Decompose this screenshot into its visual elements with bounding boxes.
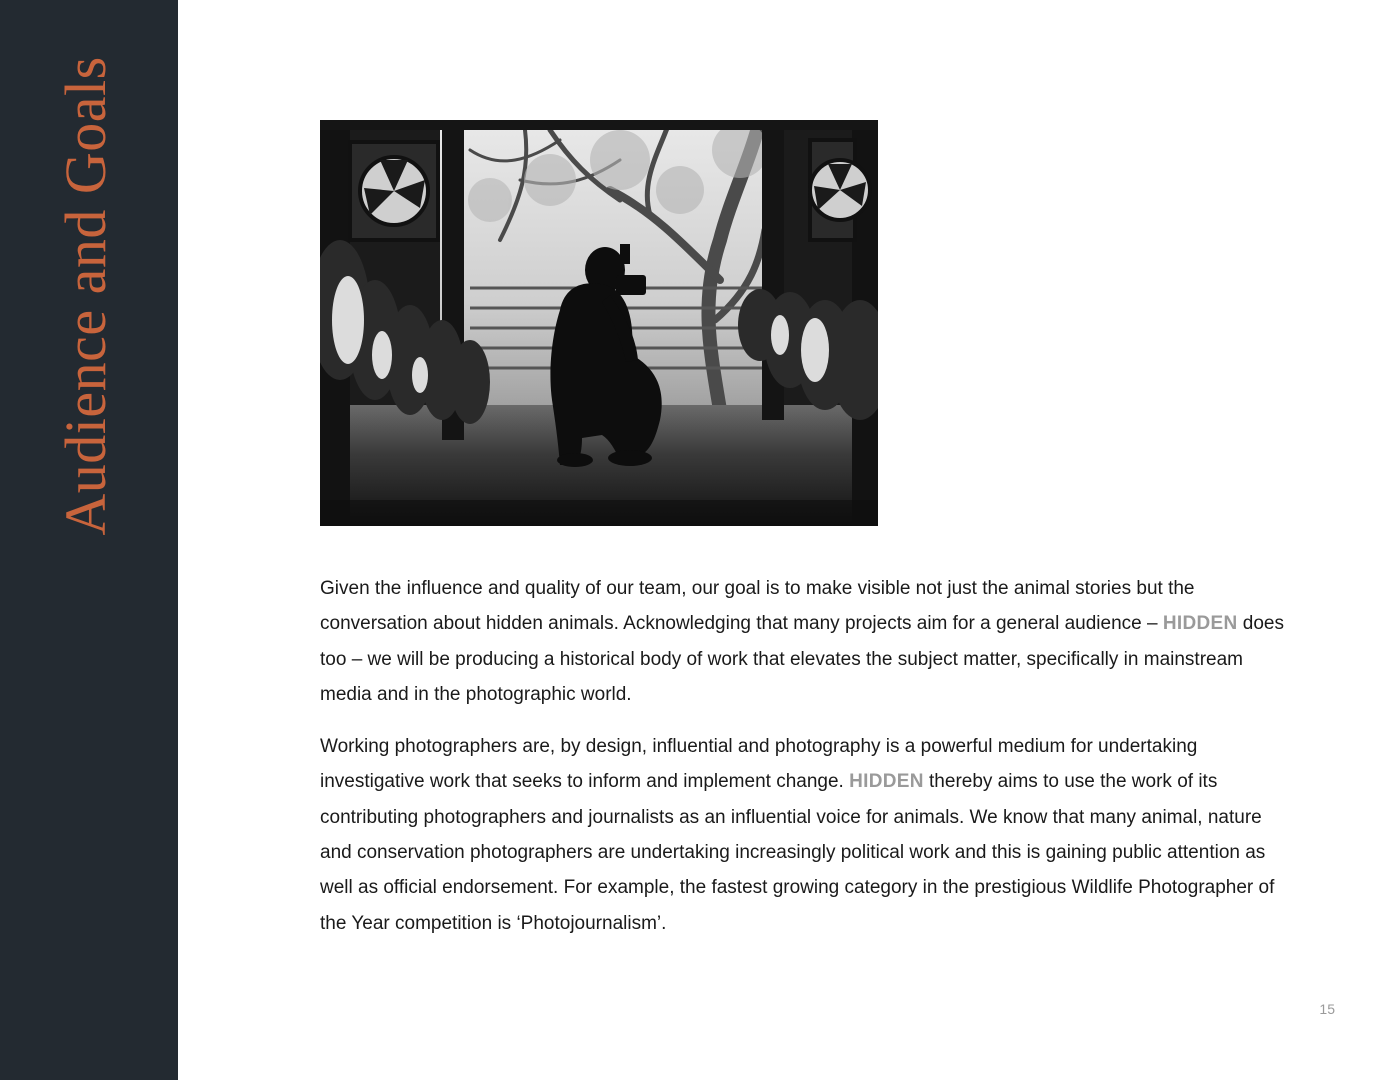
paragraph-goal <box>320 571 1285 712</box>
photo-graphic <box>320 120 878 526</box>
paragraph-photographers-text-1: Working photographers are, by design, influential and photography is a powerful medium for undertaking investigative work that seeks to inform and implement change. <box>320 736 1198 793</box>
paragraph-goal-text-1: Given the influence and quality of our team, our goal is to make visible not just the animal stories but the conversation about hidden animals. Acknowledging that many projects aim for a general audience – <box>320 578 1195 635</box>
page-number: 15 <box>1319 1001 1335 1017</box>
section-title: Audience and Goals <box>53 56 118 536</box>
paragraph-goal-text-2: does too – we will be producing a historical body of work that elevates the subject matter, specifically in mainstream media and in the photographic world. <box>320 613 1284 705</box>
brand-name: HIDDEN <box>849 771 924 793</box>
brand-name: HIDDEN <box>1162 613 1238 635</box>
paragraph-photographers-text-2: thereby aims to use the work of its contributing photographers and journalists as an influential voice for animals. We know that many animal, nature and conservation photographers are undertaking increasingly political work and this is gaining public attention as well as official endorsement. For example, the fastest growing category in the prestigious Wildlife Photographer of the Year competition is ‘Photojournalism’. <box>320 771 1275 934</box>
body-text <box>320 571 1285 958</box>
paragraph-photographers <box>320 729 1285 941</box>
feature-photo <box>320 120 878 526</box>
sidebar <box>0 0 178 1080</box>
